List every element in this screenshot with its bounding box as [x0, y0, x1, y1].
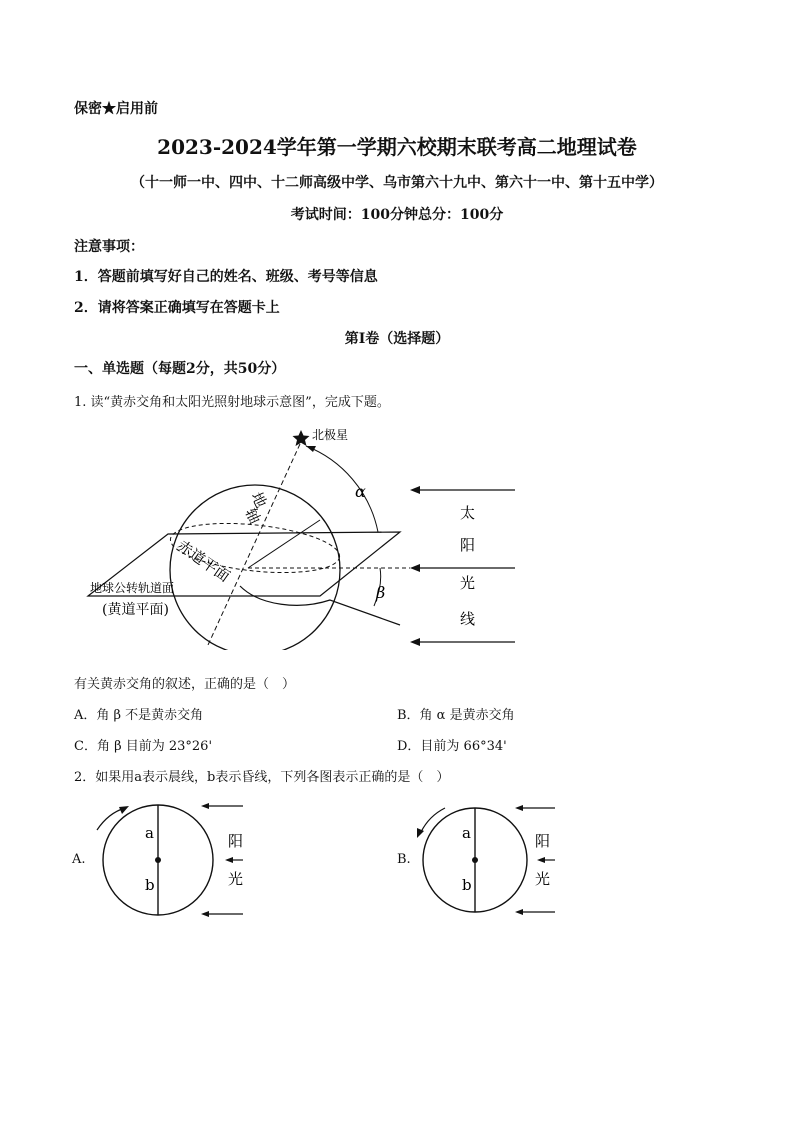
- dawn-line-label: a: [462, 824, 471, 842]
- arrowhead-icon: [515, 805, 523, 811]
- q2-option-a-letter[interactable]: A.: [72, 852, 86, 867]
- alpha-symbol: α: [355, 482, 366, 501]
- confidential-label: 保密★启用前: [74, 101, 158, 117]
- arrowhead-icon: [537, 857, 545, 863]
- schools-line: （十一师一中、四中、十二师高级中学、乌市第六十九中、第六十一中、第十五中学）: [131, 175, 663, 191]
- center-ref-line: [248, 520, 320, 568]
- arrowhead-icon: [410, 564, 420, 572]
- dawn-line-label: a: [145, 824, 154, 842]
- sunlight-label: 光: [535, 870, 551, 888]
- alpha-arrow-icon: [306, 446, 316, 452]
- arrowhead-icon: [410, 638, 420, 646]
- q2-option-a-diagram[interactable]: [85, 798, 255, 928]
- equator-plane-label: 赤道平面: [173, 536, 234, 586]
- arrowhead-icon: [515, 909, 523, 915]
- arrowhead-icon: [201, 911, 209, 917]
- pole-dot: [472, 857, 478, 863]
- axis-label: 轴: [241, 505, 265, 527]
- earth-axis: [208, 444, 300, 645]
- arrowhead-icon: [225, 857, 233, 863]
- q1-stem: 1. 读“黄赤交角和太阳光照射地球示意图”，完成下题。: [74, 395, 390, 410]
- sunlight-label: 太: [460, 504, 476, 522]
- rotation-arrowhead-icon: [119, 806, 129, 814]
- polaris-label: 北极星: [312, 428, 349, 442]
- orbit-plane-label: 地球公转轨道面: [90, 581, 175, 595]
- q2-option-b-letter[interactable]: B.: [397, 852, 411, 867]
- q1-question: 有关黄赤交角的叙述，正确的是（ ）: [74, 677, 296, 692]
- page-title: 2023-2024学年第一学期六校期末联考高二地理试卷: [157, 135, 637, 159]
- dusk-line-label: b: [462, 876, 472, 894]
- section-title: 一、单选题（每题2分，共50分）: [74, 361, 286, 377]
- note-item: 2．请将答案正确填写在答题卡上: [74, 300, 280, 316]
- sunlight-label: 阳: [460, 536, 476, 554]
- q1-option-b[interactable]: B．角 α 是黄赤交角: [397, 708, 515, 723]
- sunlight-label: 线: [460, 610, 476, 628]
- sunlight-label: 光: [228, 870, 244, 888]
- q2-stem: 2．如果用a表示晨线，b表示昏线，下列各图表示正确的是（ ）: [74, 770, 450, 785]
- polaris-star-icon: [293, 430, 310, 446]
- q1-option-a[interactable]: A．角 β 不是黄赤交角: [74, 708, 204, 723]
- ecliptic-plane-label: (黄道平面): [102, 602, 169, 618]
- alpha-arc: [306, 446, 378, 532]
- sunlight-label: 阳: [535, 832, 551, 850]
- sunlight-label: 阳: [228, 832, 244, 850]
- note-item: 1．答题前填写好自己的姓名、班级、考号等信息: [74, 269, 378, 285]
- arrowhead-icon: [201, 803, 209, 809]
- pole-dot: [155, 857, 161, 863]
- dusk-line-label: b: [145, 876, 155, 894]
- part-title: 第I卷（选择题）: [344, 331, 450, 347]
- q1-option-c[interactable]: C．角 β 目前为 23°26': [74, 739, 213, 754]
- q1-option-d[interactable]: D．目前为 66°34': [397, 739, 507, 754]
- beta-symbol: β: [376, 583, 386, 602]
- notes-heading: 注意事项：: [74, 239, 144, 255]
- exam-info: 考试时间：100分钟总分：100分: [290, 207, 504, 223]
- arrowhead-icon: [410, 486, 420, 494]
- obliquity-diagram: [80, 420, 540, 650]
- q2-option-b-diagram[interactable]: [405, 798, 575, 928]
- axis-label: 地: [247, 489, 271, 511]
- sunlight-label: 光: [460, 574, 476, 592]
